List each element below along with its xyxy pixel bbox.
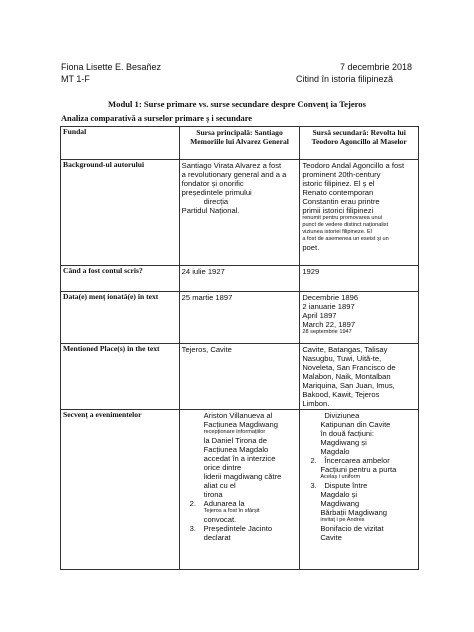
line: recepționare informațiilor xyxy=(203,429,266,435)
cell-events-secondary xyxy=(300,410,419,570)
line: Limbon. xyxy=(302,399,330,408)
line: Santiago Virata Alvarez a fost xyxy=(181,161,282,170)
list-number: 2. xyxy=(310,456,317,465)
line: Cavite xyxy=(320,533,342,542)
line: viziunea istoriei filipineze. El xyxy=(302,229,372,235)
line: Președintele Jacinto xyxy=(203,524,273,533)
header-cell-background: Fundal xyxy=(61,127,180,160)
cell-background-primary xyxy=(179,160,300,266)
table-row-background xyxy=(61,160,419,266)
line: Teodoro Andal Agoncillo a fost xyxy=(302,161,405,170)
line: Constantin erau printre xyxy=(302,197,380,206)
line: direcția xyxy=(203,197,229,206)
list-item xyxy=(302,481,416,490)
course-name: Citind în istoria filipineză xyxy=(296,74,394,84)
line: a fost de asemenea un eseist și un xyxy=(302,236,389,242)
line: Tejeros a fost în sfârșit xyxy=(203,508,260,514)
list-number: 3. xyxy=(310,481,317,490)
list-number: 3. xyxy=(189,524,196,533)
table-header-row xyxy=(61,127,419,160)
line: Facțiunea Magdalo xyxy=(203,445,269,454)
line: Acelaș i uniform xyxy=(320,474,361,480)
list-item xyxy=(182,499,298,508)
line: Dispute între xyxy=(324,481,368,490)
line: a revolutionary general and a a xyxy=(181,170,287,179)
line: Nasugbu, Tuwi, Uită-te, xyxy=(302,354,382,363)
line: Cavite, Batangas, Talisay xyxy=(302,345,388,354)
line: istoric filipinez. El ș el xyxy=(302,179,375,188)
table-row-events xyxy=(61,410,419,570)
row-label-events: Secvenț a evenimentelor xyxy=(61,410,180,570)
author-name: Fiona Lisette E. Besañez xyxy=(61,62,162,72)
row-label-dates: Data(e) menț ionată(e) în text xyxy=(61,292,180,344)
cell-places-primary: Tejeros, Cavite xyxy=(179,344,300,410)
line: Katipunan din Cavite xyxy=(320,420,391,429)
line: președintele primului xyxy=(181,188,252,197)
cell-background-secondary xyxy=(300,160,419,266)
line: Decembrie 1896 xyxy=(302,293,359,302)
line: Facțiuni pentru a purta xyxy=(320,465,397,474)
line: accedat în a interzice xyxy=(203,454,276,463)
list-number: 2. xyxy=(189,499,196,508)
cell-events-primary xyxy=(179,410,300,570)
line: aliat cu el xyxy=(203,481,236,490)
class-code: MT 1-F xyxy=(61,74,90,84)
line: invitaț i pe Andres xyxy=(320,517,365,523)
line: în două facțiuni: xyxy=(320,429,374,438)
line: Magdiwang și xyxy=(320,438,367,447)
line: Adunarea la xyxy=(203,499,245,508)
line: Încercarea ambelor xyxy=(324,456,390,465)
cell-written-secondary: 1929 xyxy=(300,266,419,292)
line: Malabon, Naik, Montalban xyxy=(302,372,391,381)
line: Magdalo xyxy=(320,447,350,456)
line: Magdalo și xyxy=(320,490,358,499)
line: Magdiwang xyxy=(320,499,360,508)
table-row-written xyxy=(61,266,419,292)
line: 2 ianuarie 1897 xyxy=(302,302,355,311)
line: Facțiunea Magdiwang xyxy=(203,420,278,429)
document-title: Modul 1: Surse primare vs. surse secundare despre Convenț ia Tejeros xyxy=(108,99,366,109)
comparison-table xyxy=(60,126,419,570)
line: Bărbații Magdiwang xyxy=(320,508,388,517)
line: Diviziunea xyxy=(324,411,360,420)
line: Bakood, Kawit, Tejeros xyxy=(302,390,380,399)
cell-places-secondary xyxy=(300,344,419,410)
line: poet. xyxy=(302,243,320,252)
line: 28 septembrie 1947 xyxy=(302,329,352,335)
cell-written-primary: 24 iulie 1927 xyxy=(179,266,300,292)
table-row-dates xyxy=(61,292,419,344)
line: convocat. xyxy=(203,515,237,524)
row-label-background: Background-ul autorului xyxy=(61,160,180,266)
header-cell-primary: Sursa principală: Santiago Memoriile lui Alvarez General xyxy=(179,127,300,160)
document-subtitle: Analiza comparativă a surselor primare ș i secundare xyxy=(61,114,252,123)
line: punct de vedere distinct naționalist xyxy=(302,222,389,228)
line: renumit pentru promovarea unui xyxy=(302,215,382,221)
list-item xyxy=(182,524,298,533)
row-label-places: Mentioned Place(s) in the text xyxy=(61,344,180,410)
line: liderii magdiwang către xyxy=(203,472,282,481)
list-item xyxy=(302,456,416,465)
line: Ariston Villanueva al xyxy=(203,411,273,420)
line: declarat xyxy=(203,533,231,542)
header-cell-secondary: Sursă secundară: Revolta lui Teodoro Agoncillo al Maselor xyxy=(300,127,419,160)
line: Mariquina, San Juan, Imus, xyxy=(302,381,395,390)
line: prominent 20th-century xyxy=(302,170,381,179)
line: orice dintre xyxy=(203,463,242,472)
line: Bonifacio de vizitat xyxy=(320,524,384,533)
line: primii istorici filipinezi xyxy=(302,206,374,215)
line: la Daniel Tirona de xyxy=(203,436,267,445)
line: fondator și onorific xyxy=(181,179,244,188)
line: tirona xyxy=(203,490,223,499)
cell-dates-primary: 25 martie 1897 xyxy=(179,292,300,344)
line: Partidul Național. xyxy=(181,206,240,215)
line: Renato contemporan xyxy=(302,188,374,197)
cell-dates-secondary xyxy=(300,292,419,344)
line: Noveleta, San Francisco de xyxy=(302,363,396,372)
line: March 22, 1897 xyxy=(302,320,356,329)
line: April 1897 xyxy=(302,311,337,320)
document-date: 7 decembrie 2018 xyxy=(340,62,413,72)
table-row-places xyxy=(61,344,419,410)
row-label-written: Când a fost contul scris? xyxy=(61,266,180,292)
